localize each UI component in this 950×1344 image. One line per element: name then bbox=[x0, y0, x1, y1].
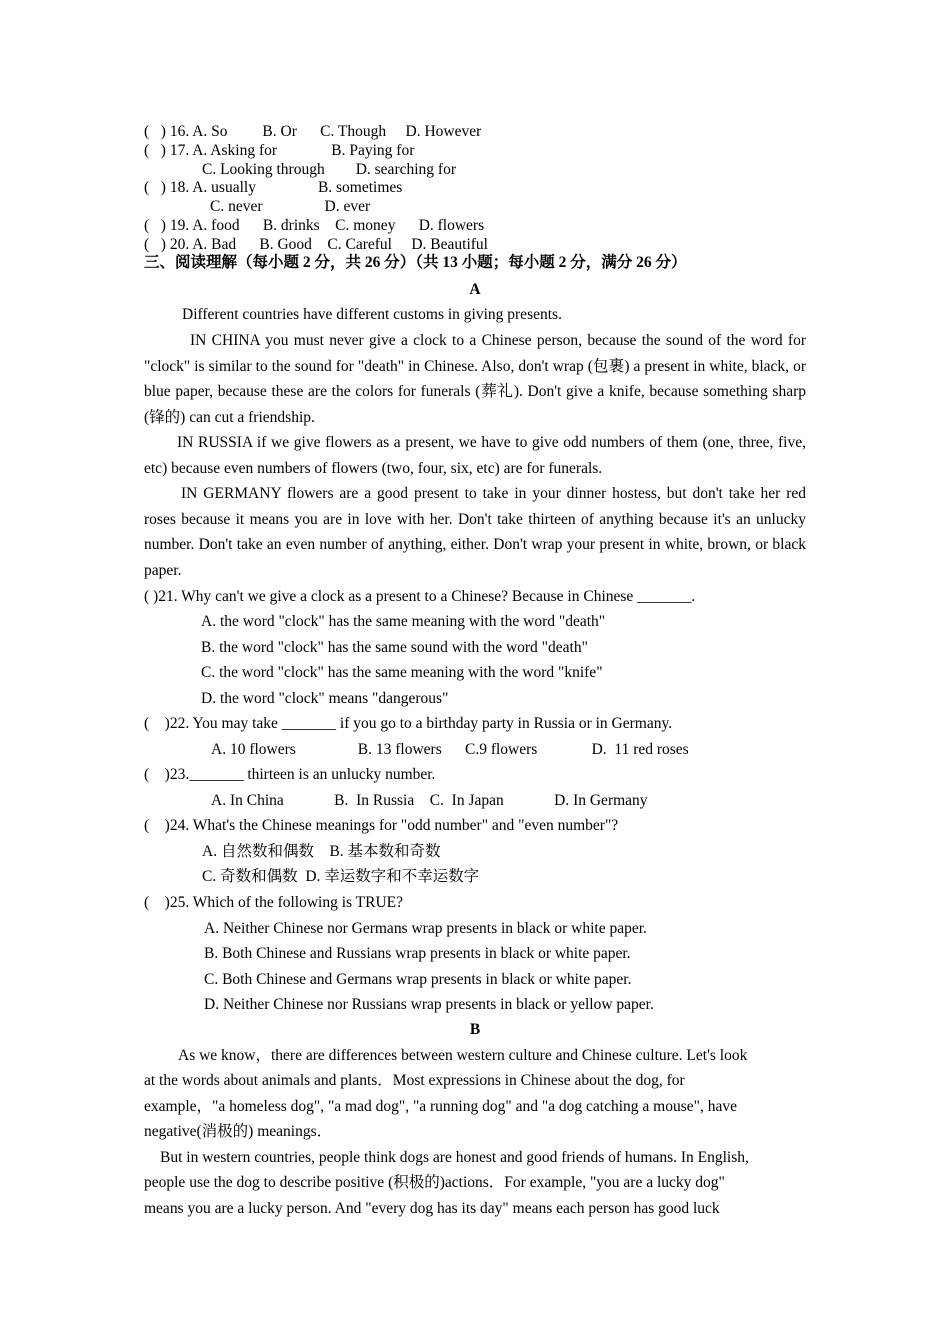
question-25-option: B. Both Chinese and Russians wrap presents in black or white paper. bbox=[204, 945, 631, 962]
passage-b-label: B bbox=[469, 1021, 481, 1038]
question-23-stem: ( )23._______ thirteen is an unlucky number. bbox=[144, 766, 436, 783]
question-22-stem: ( )22. You may take _______ if you go to a birthday party in Russia or in Germany. bbox=[144, 715, 673, 732]
question-21-stem: ( )21. Why can't we give a clock as a present to a Chinese? Because in Chinese _______. bbox=[144, 588, 696, 605]
question-18: ( ) 18. A. usually B. sometimes bbox=[144, 179, 403, 196]
passage-b-line: means you are a lucky person. And "every dog has its day" means each person has good luck bbox=[144, 1200, 720, 1217]
passage-a-label: A bbox=[469, 281, 481, 298]
passage-a-paragraph: IN RUSSIA if we give flowers as a present, we have to give odd numbers of them (one, three, five, etc) because even numbers of flowers (two, four, six, etc) are for funerals. bbox=[144, 434, 806, 477]
question-21-option: A. the word "clock" has the same meaning with the word "death" bbox=[201, 613, 606, 630]
passage-b-line: people use the dog to describe positive (积极的)actions．For example, "you are a lucky dog" bbox=[144, 1174, 725, 1191]
question-17: ( ) 17. A. Asking for B. Paying for bbox=[144, 142, 415, 159]
question-24-option: A. 自然数和偶数 B. 基本数和奇数 bbox=[202, 843, 441, 860]
question-23-options: A. In China B. In Russia C. In Japan D. In Germany bbox=[211, 792, 648, 809]
passage-a-paragraph: IN CHINA you must never give a clock to a Chinese person, because the sound of the word for "clock" is similar to the sound for "death" in Chinese. Also, don't wrap (包裹) a present in white, black, or blue paper, because these are the colors for funerals (葬礼). Don't give a knife, because something sharp (锋的) can cut a friendship. bbox=[144, 332, 806, 426]
question-22-options: A. 10 flowers B. 13 flowers C.9 flowers D. 11 red roses bbox=[211, 741, 689, 758]
question-21-option: D. the word "clock" means "dangerous" bbox=[201, 690, 449, 707]
passage-b-line: But in western countries, people think dogs are honest and good friends of humans. In English, bbox=[160, 1149, 749, 1166]
question-18-line2: C. never D. ever bbox=[210, 198, 371, 215]
question-16: ( ) 16. A. So B. Or C. Though D. However bbox=[144, 123, 482, 140]
question-25-option: C. Both Chinese and Germans wrap presents in black or white paper. bbox=[204, 971, 632, 988]
question-17-line2: C. Looking through D. searching for bbox=[202, 161, 456, 178]
passage-b-line: example，"a homeless dog", "a mad dog", "a running dog" and "a dog catching a mouse", have bbox=[144, 1098, 737, 1115]
question-21-option: B. the word "clock" has the same sound with the word "death" bbox=[201, 639, 588, 656]
passage-b-line: As we know，there are differences between western culture and Chinese culture. Let's look bbox=[178, 1047, 748, 1064]
passage-b-line: at the words about animals and plants．Most expressions in Chinese about the dog, for bbox=[144, 1072, 685, 1089]
section-heading: 三、阅读理解（每小题 2 分，共 26 分）（共 13 小题；每小题 2 分，满分 26 分） bbox=[144, 254, 687, 271]
question-25-option: A. Neither Chinese nor Germans wrap presents in black or white paper. bbox=[204, 920, 647, 937]
question-20: ( ) 20. A. Bad B. Good C. Careful D. Beautiful bbox=[144, 236, 488, 253]
question-21-option: C. the word "clock" has the same meaning with the word "knife" bbox=[201, 664, 603, 681]
passage-b-line: negative(消极的) meanings． bbox=[144, 1123, 333, 1140]
question-25-stem: ( )25. Which of the following is TRUE? bbox=[144, 894, 404, 911]
passage-a-paragraph: Different countries have different customs in giving presents. bbox=[182, 306, 562, 323]
question-24-option: C. 奇数和偶数 D. 幸运数字和不幸运数字 bbox=[202, 868, 480, 885]
question-19: ( ) 19. A. food B. drinks C. money D. flowers bbox=[144, 217, 485, 234]
passage-a-paragraph: IN GERMANY flowers are a good present to take in your dinner hostess, but don't take her red roses because it means you are in love with her. Don't take thirteen of anything because it's an unlucky number. Don't take an even number of anything, either. Don't wrap your present in white, brown, or black paper. bbox=[144, 485, 806, 579]
question-24-stem: ( )24. What's the Chinese meanings for "odd number" and "even number"? bbox=[144, 817, 619, 834]
question-25-option: D. Neither Chinese nor Russians wrap presents in black or yellow paper. bbox=[204, 996, 654, 1013]
